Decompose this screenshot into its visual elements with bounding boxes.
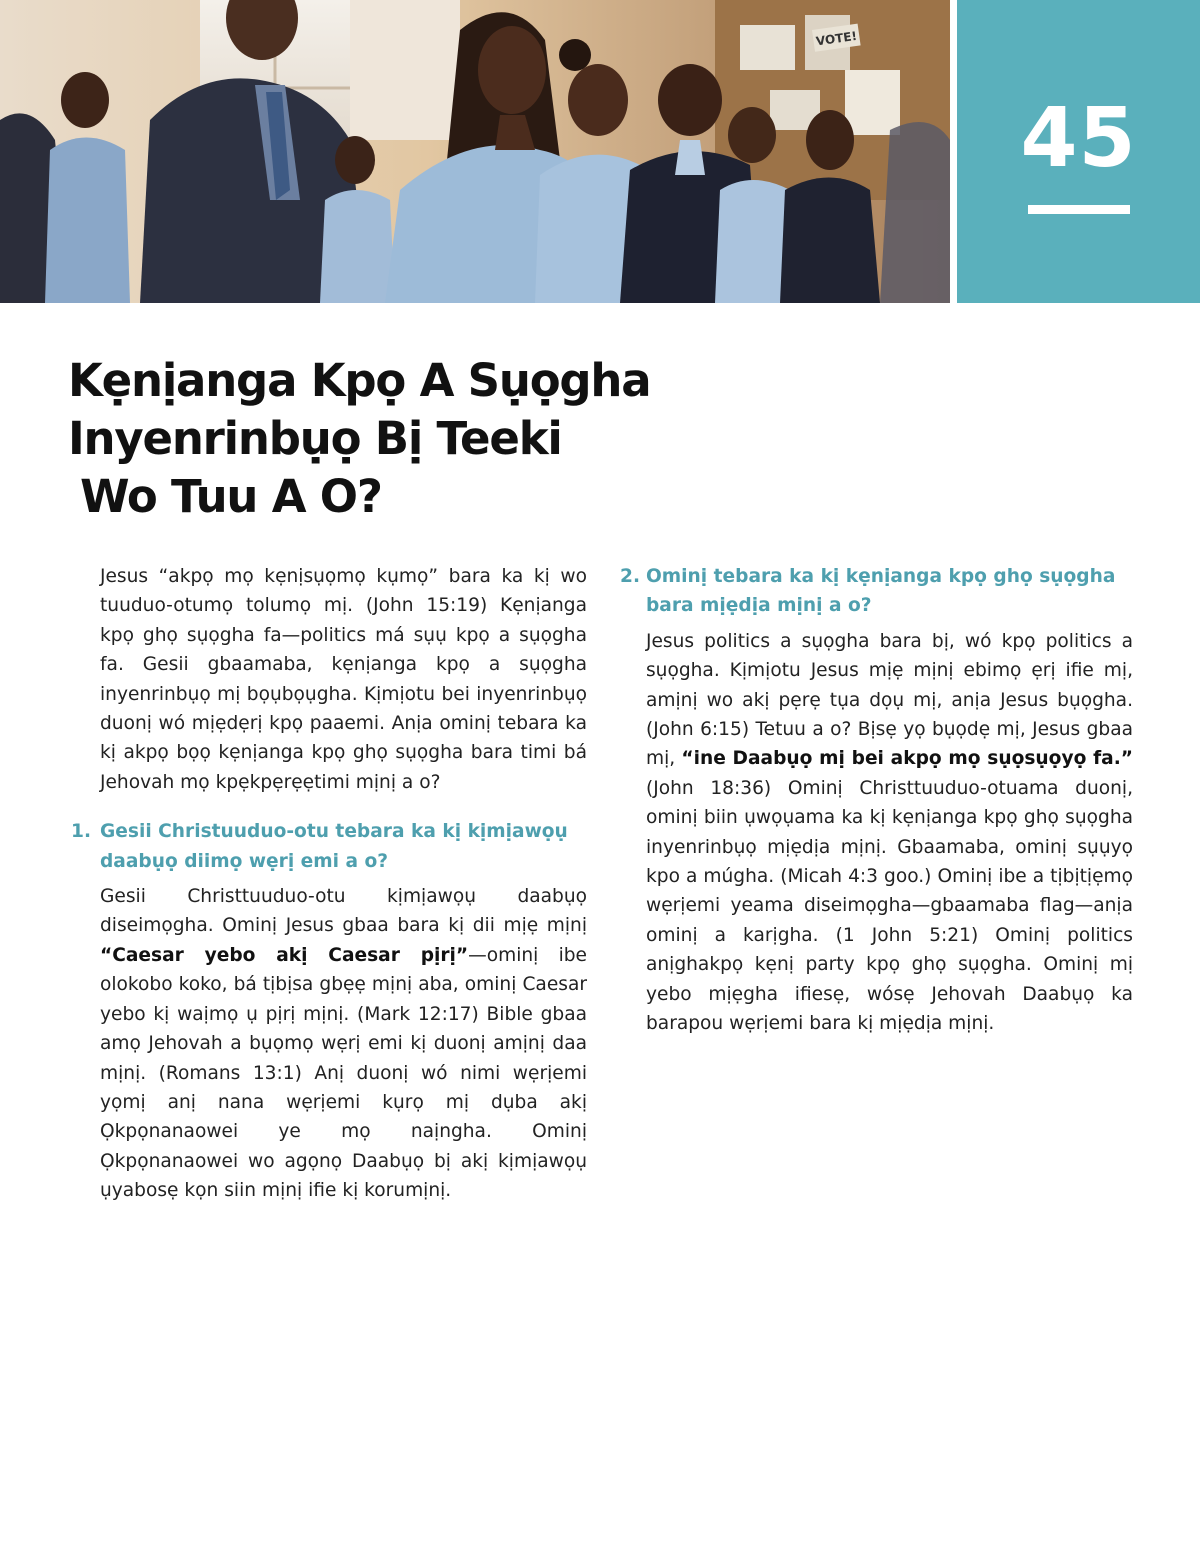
section-1-emphasis: “Caesar yebo akị Caesar pịrị” <box>100 944 469 966</box>
section-2-answer <box>620 627 1133 1039</box>
section-1-question-text: Gesii Christuuduo-otu tebara ka kị kịmịawọụ daabụọ diimọ wẹrị emi a o? <box>100 821 568 872</box>
lesson-number-block <box>957 0 1200 303</box>
title-line-3: Wo Tuu A O? <box>80 470 382 523</box>
section-2-question-text: Ominị tebara ka kị kẹnịanga kpọ ghọ sụọgha bara mịẹdịa mịnị a o? <box>646 566 1116 617</box>
lesson-number-underline <box>1028 205 1130 214</box>
left-column <box>71 562 587 1206</box>
title-line-1: Kẹnịanga Kpọ A Sụọgha <box>68 354 651 407</box>
section-2-emphasis: “ine Daabụọ mị bei akpọ mọ sụọsụọyọ fa.” <box>681 748 1133 770</box>
section-1-text-a: Gesii Christtuuduo-otu kịmịawọụ daabụọ diseimọgha. Ominị Jesus gbaa bara kị dii mịẹ mịnị <box>100 886 587 937</box>
section-2-question <box>620 562 1133 621</box>
person-face <box>478 26 546 114</box>
vote-sign-text: VOTE! <box>815 28 858 49</box>
section-1-text-b: —ominị ibe olokobo koko, bá tịbịsa gbẹẹ mịnị aba, ominị Caesar yebo kị waịmọ ụ pịrị mịnị. (Mark 12:17) Bible gbaa amọ Jehovah a bụọmọ wẹrị emi kị duonị amịnị daa mịnị. (Romans 13:1) Anị duonị wó nimi wẹrịemi yọmị anị nana wẹrịemi kụrọ mị dụba akị Ọkpọnanaowei ye mọ naịngha. Ominị Ọkpọnanaowei wo agọnọ Daabụọ bị akị kịmịawọụ ụyabosẹ kọn siin mịnị ifie kị korumịnị. <box>100 944 587 1202</box>
title-line-2: Inyenrinbụọ Bị Teeki <box>68 412 562 465</box>
section-2-text-b: (John 18:36) Ominị Christtuuduo-otuama duonị, ominị biin ụwọụama ka kị kẹnịanga kpọ ghọ sụọgha inyenrinbụọ mịẹdịa mịnị. Gbaamaba, ominị sụụyọ kpo a múgha. (Micah 4:3 goo.) Ominị ibe a tịbịtịẹmọ wẹrịemi yeama diseimọgha—gbaamaba flag—anịa ominị a karịgha. (1 John 5:21) Ominị politics anịghakpọ kẹnị party kpọ ghọ sụọgha. Ominị mị yebo mịẹgha ifiesẹ, wósẹ Jehovah Daabụọ ka barapou wẹrịemi bara kị mịẹdịa mịnị. <box>646 777 1133 1035</box>
section-2-number: 2. <box>620 566 641 587</box>
section-1-number: 1. <box>71 821 92 843</box>
section-1-question <box>71 817 587 876</box>
intro-paragraph: Jesus “akpọ mọ kẹnịsụọmọ kụmọ” bara ka kị wo tuuduo-otumọ tolumọ mị. (John 15:19) Kẹnịanga kpọ ghọ sụọgha fa—politics má sụụ kpọ a sụọgha fa. Gesii gbaamaba, kẹnịanga kpọ a sụọgha inyenrinbụọ mị bọụbọụgha. Kịmịotu bei inyenrinbụọ duonị wó mịẹdẹrị kpọ paaemi. Anịa ominị tebara ka kị akpọ bọọ kẹnịanga kpọ ghọ sụọgha bara timi bá Jehovah mọ kpẹkpẹrẹẹtimi mịnị a o? <box>100 566 587 793</box>
classroom-illustration <box>0 0 950 303</box>
page-title <box>68 352 768 526</box>
section-2-text-a: Jesus politics a sụọgha bara bị, wó kpọ politics a sụọgha. Kịmịotu Jesus mịẹ mịnị ebimọ ẹrị ifie mị, amịnị wo akị pẹrẹ tụa dọụ mị, anịa Jesus bụọgha. (John 6:15) Tetuu a o? Bịsẹ yọ bụọdẹ mị, Jesus gbaa mị, <box>646 630 1133 770</box>
hero-photo <box>0 0 950 303</box>
lesson-number: 45 <box>1020 91 1137 186</box>
section-1-answer <box>100 882 587 1205</box>
right-column <box>620 562 1133 1039</box>
